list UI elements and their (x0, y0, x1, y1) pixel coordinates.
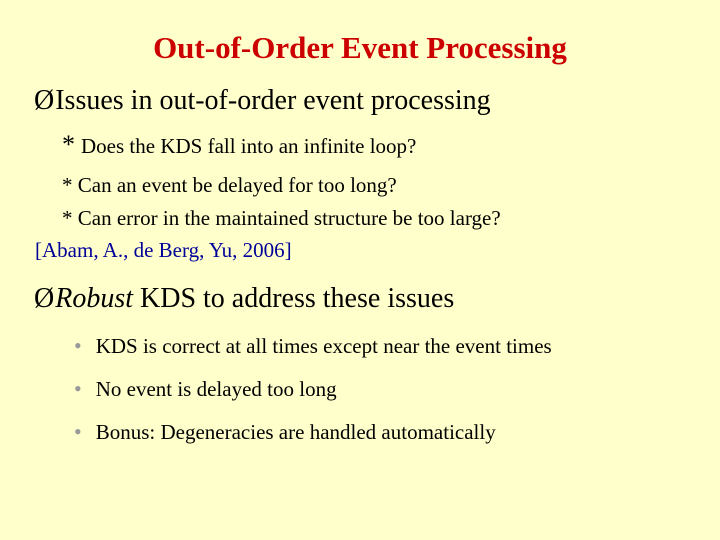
reference-citation: [Abam, A., de Berg, Yu, 2006] (35, 238, 292, 262)
section2-heading-text: KDS to address these issues (133, 283, 455, 314)
list-item (62, 206, 501, 231)
arrow-bullet-icon: Ø (34, 283, 55, 314)
arrow-bullet-icon: Ø (34, 85, 55, 116)
list-item (74, 419, 496, 445)
star-bullet-icon: * (62, 206, 73, 230)
list-item-text: Bonus: Degeneracies are handled automatically (95, 420, 496, 444)
list-item (62, 173, 397, 198)
list-item (62, 130, 416, 160)
section1-heading-text: Issues in out-of-order event processing (55, 85, 491, 116)
list-item (74, 333, 552, 359)
list-item-text: No event is delayed too long (95, 377, 337, 401)
star-bullet-icon: * (62, 173, 73, 197)
bullet-dot-icon: • (74, 333, 82, 358)
list-item-text: KDS is correct at all times except near the event times (95, 334, 552, 358)
list-item (74, 376, 337, 402)
star-bullet-icon: * (62, 130, 75, 159)
list-item-text: Can an event be delayed for too long? (77, 173, 397, 197)
slide-title: Out-of-Order Event Processing (153, 30, 567, 65)
section2-heading (34, 283, 454, 315)
section2-heading-emphasis: Robust (55, 283, 134, 314)
bullet-dot-icon: • (74, 419, 82, 444)
bullet-dot-icon: • (74, 376, 82, 401)
list-item-text: Does the KDS fall into an infinite loop? (81, 134, 417, 158)
section1-heading (34, 85, 491, 117)
list-item-text: Can error in the maintained structure be too large? (77, 206, 501, 230)
